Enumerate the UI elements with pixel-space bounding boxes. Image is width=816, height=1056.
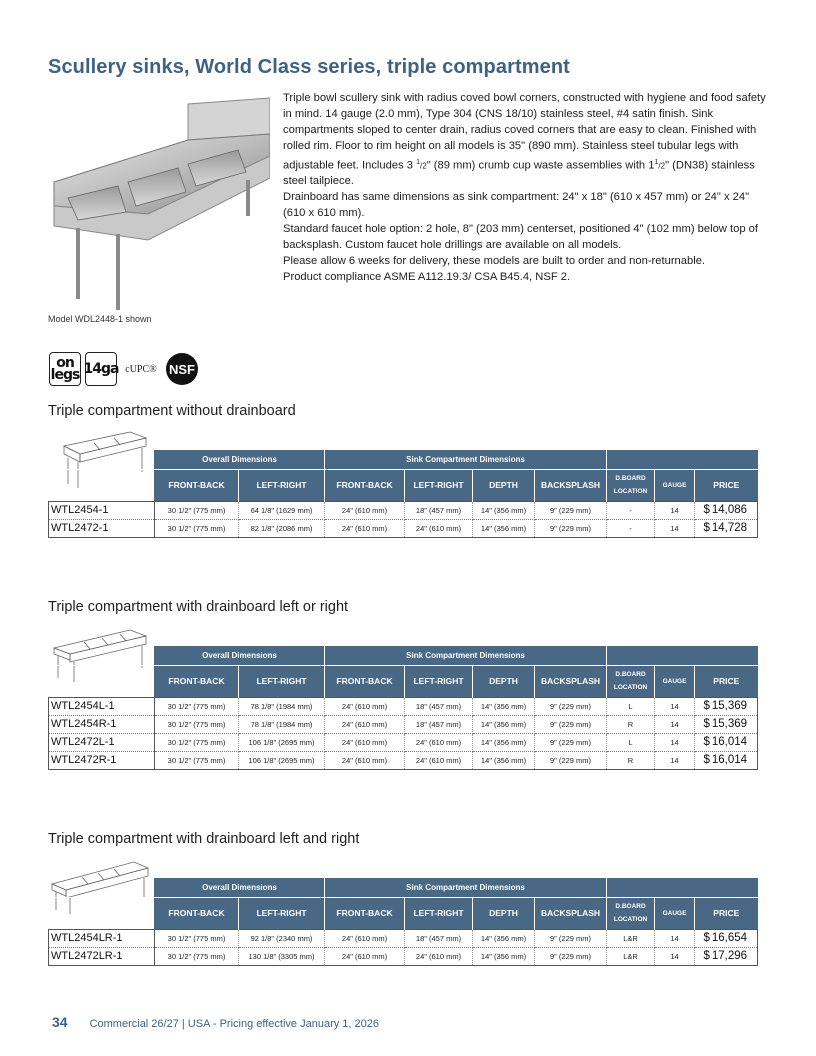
header-dboard-location: D.BOARD LOCATION xyxy=(607,469,655,501)
on-legs-icon: on legs xyxy=(49,352,81,386)
header-sink-left-right: LEFT-RIGHT xyxy=(405,665,473,697)
section-title-drainboard-left-and-right: Triple compartment with drainboard left and right xyxy=(48,831,360,847)
section-title-drainboard-left-or-right: Triple compartment with drainboard left or right xyxy=(48,599,349,615)
description-paragraph-4: Please allow 6 weeks for delivery, these models are built to order and non-returnable. xyxy=(283,254,706,267)
table-row: WTL2472R-1 30 1/2" (775 mm) 106 1/8" (2695 mm) 24" (610 mm) 24" (610 mm) 14" (356 mm) 9" (229 mm) R 14 $ 16,014 xyxy=(49,751,758,769)
header-depth: DEPTH xyxy=(473,665,535,697)
header-sink-dimensions: Sink Compartment Dimensions xyxy=(325,450,607,469)
table-row: WTL2454L-1 30 1/2" (775 mm) 78 1/8" (1984 mm) 24" (610 mm) 18" (457 mm) 14" (356 mm) 9" (229 mm) L 14 $ 15,369 xyxy=(49,697,758,715)
header-sink-front-back: FRONT-BACK xyxy=(325,897,405,929)
table-row: WTL2454-1 30 1/2" (775 mm) 64 1/8" (1629 mm) 24" (610 mm) 18" (457 mm) 14" (356 mm) 9" (229 mm) - 14 $ 14,086 xyxy=(49,501,758,519)
header-sink-left-right: LEFT-RIGHT xyxy=(405,897,473,929)
header-sink-dimensions: Sink Compartment Dimensions xyxy=(325,646,607,665)
header-front-back: FRONT-BACK xyxy=(155,665,239,697)
page-number: 34 xyxy=(52,1014,68,1030)
header-left-right: LEFT-RIGHT xyxy=(239,469,325,501)
header-overall-dimensions: Overall Dimensions xyxy=(155,878,325,897)
image-caption: Model WDL2448-1 shown xyxy=(48,314,152,324)
header-depth: DEPTH xyxy=(473,897,535,929)
table-row: WTL2454LR-1 30 1/2" (775 mm) 92 1/8" (2340 mm) 24" (610 mm) 18" (457 mm) 14" (356 mm) 9" (229 mm) L&R 14 $ 16,654 xyxy=(49,929,758,947)
spec-table-no-drainboard xyxy=(48,450,758,538)
footer-text: Commercial 26/27 | USA - Pricing effective January 1, 2026 xyxy=(89,1018,379,1030)
header-depth: DEPTH xyxy=(473,469,535,501)
header-sink-front-back: FRONT-BACK xyxy=(325,469,405,501)
description-paragraph-3: Standard faucet hole option: 2 hole, 8" (203 mm) centerset, positioned 4" (102 mm) below top of backsplash. Custom faucet hole drillings are available on all models. xyxy=(283,222,758,251)
header-price: PRICE xyxy=(695,897,758,929)
section-title-no-drainboard: Triple compartment without drainboard xyxy=(48,403,296,419)
description-paragraph-2: Drainboard has same dimensions as sink compartment: 24" x 18" (610 x 457 mm) or 24" x 24" (610 x 610 mm). xyxy=(283,191,750,220)
header-left-right: LEFT-RIGHT xyxy=(239,665,325,697)
cupc-icon: cUPC® xyxy=(125,363,157,375)
header-gauge: GAUGE xyxy=(655,897,695,929)
header-sink-front-back: FRONT-BACK xyxy=(325,665,405,697)
header-gauge: GAUGE xyxy=(655,469,695,501)
nsf-icon xyxy=(165,352,199,386)
certification-badges xyxy=(49,352,199,386)
page-footer xyxy=(52,1014,379,1030)
sink-product-image xyxy=(48,94,270,312)
table-row: WTL2472LR-1 30 1/2" (775 mm) 130 1/8" (3305 mm) 24" (610 mm) 24" (610 mm) 14" (356 mm) 9" (229 mm) L&R 14 $ 17,296 xyxy=(49,947,758,965)
description-paragraph-5: Product compliance ASME A112.19.3/ CSA B45.4, NSF 2. xyxy=(283,270,571,283)
header-backsplash: BACKSPLASH xyxy=(535,897,607,929)
spec-table-drainboard-left-or-right xyxy=(48,646,758,770)
header-overall-dimensions: Overall Dimensions xyxy=(155,450,325,469)
header-dboard-location: D.BOARD LOCATION xyxy=(607,897,655,929)
product-description xyxy=(283,91,773,286)
header-dboard-location: D.BOARD LOCATION xyxy=(607,665,655,697)
header-left-right: LEFT-RIGHT xyxy=(239,897,325,929)
header-price: PRICE xyxy=(695,665,758,697)
table-row: WTL2472L-1 30 1/2" (775 mm) 106 1/8" (2695 mm) 24" (610 mm) 24" (610 mm) 14" (356 mm) 9" (229 mm) L 14 $ 16,014 xyxy=(49,733,758,751)
header-front-back: FRONT-BACK xyxy=(155,897,239,929)
page-title: Scullery sinks, World Class series, triple compartment xyxy=(48,56,570,78)
header-price: PRICE xyxy=(695,469,758,501)
header-overall-dimensions: Overall Dimensions xyxy=(155,646,325,665)
header-gauge: GAUGE xyxy=(655,665,695,697)
table-row: WTL2472-1 30 1/2" (775 mm) 82 1/8" (2086 mm) 24" (610 mm) 24" (610 mm) 14" (356 mm) 9" (229 mm) - 14 $ 14,728 xyxy=(49,519,758,537)
spec-table-drainboard-left-and-right xyxy=(48,878,758,966)
table-row: WTL2454R-1 30 1/2" (775 mm) 78 1/8" (1984 mm) 24" (610 mm) 18" (457 mm) 14" (356 mm) 9" (229 mm) R 14 $ 15,369 xyxy=(49,715,758,733)
header-backsplash: BACKSPLASH xyxy=(535,665,607,697)
header-sink-left-right: LEFT-RIGHT xyxy=(405,469,473,501)
gauge-icon: 14ga xyxy=(85,352,117,386)
svg-text:NSF: NSF xyxy=(169,362,195,377)
description-paragraph-1: Triple bowl scullery sink with radius coved bowl corners, constructed with hygiene and food safety in mind. 14 gauge (2.0 mm), Type 304 (CNS 18/10) stainless steel, #4 satin finish. Sink compartments sloped to center drain, radius coved corners that are easy to clean. Finished with rolled rim. Floor to rim height on all models is 35" (890 mm). Stainless steel tubular legs with adjustable feet. Includes 3 $^1$/2" (89 mm) crumb cup waste assemblies with $1^1/2$" (DN38) stainless steel tailpiece. xyxy=(283,92,766,188)
header-backsplash: BACKSPLASH xyxy=(535,469,607,501)
header-front-back: FRONT-BACK xyxy=(155,469,239,501)
header-sink-dimensions: Sink Compartment Dimensions xyxy=(325,878,607,897)
